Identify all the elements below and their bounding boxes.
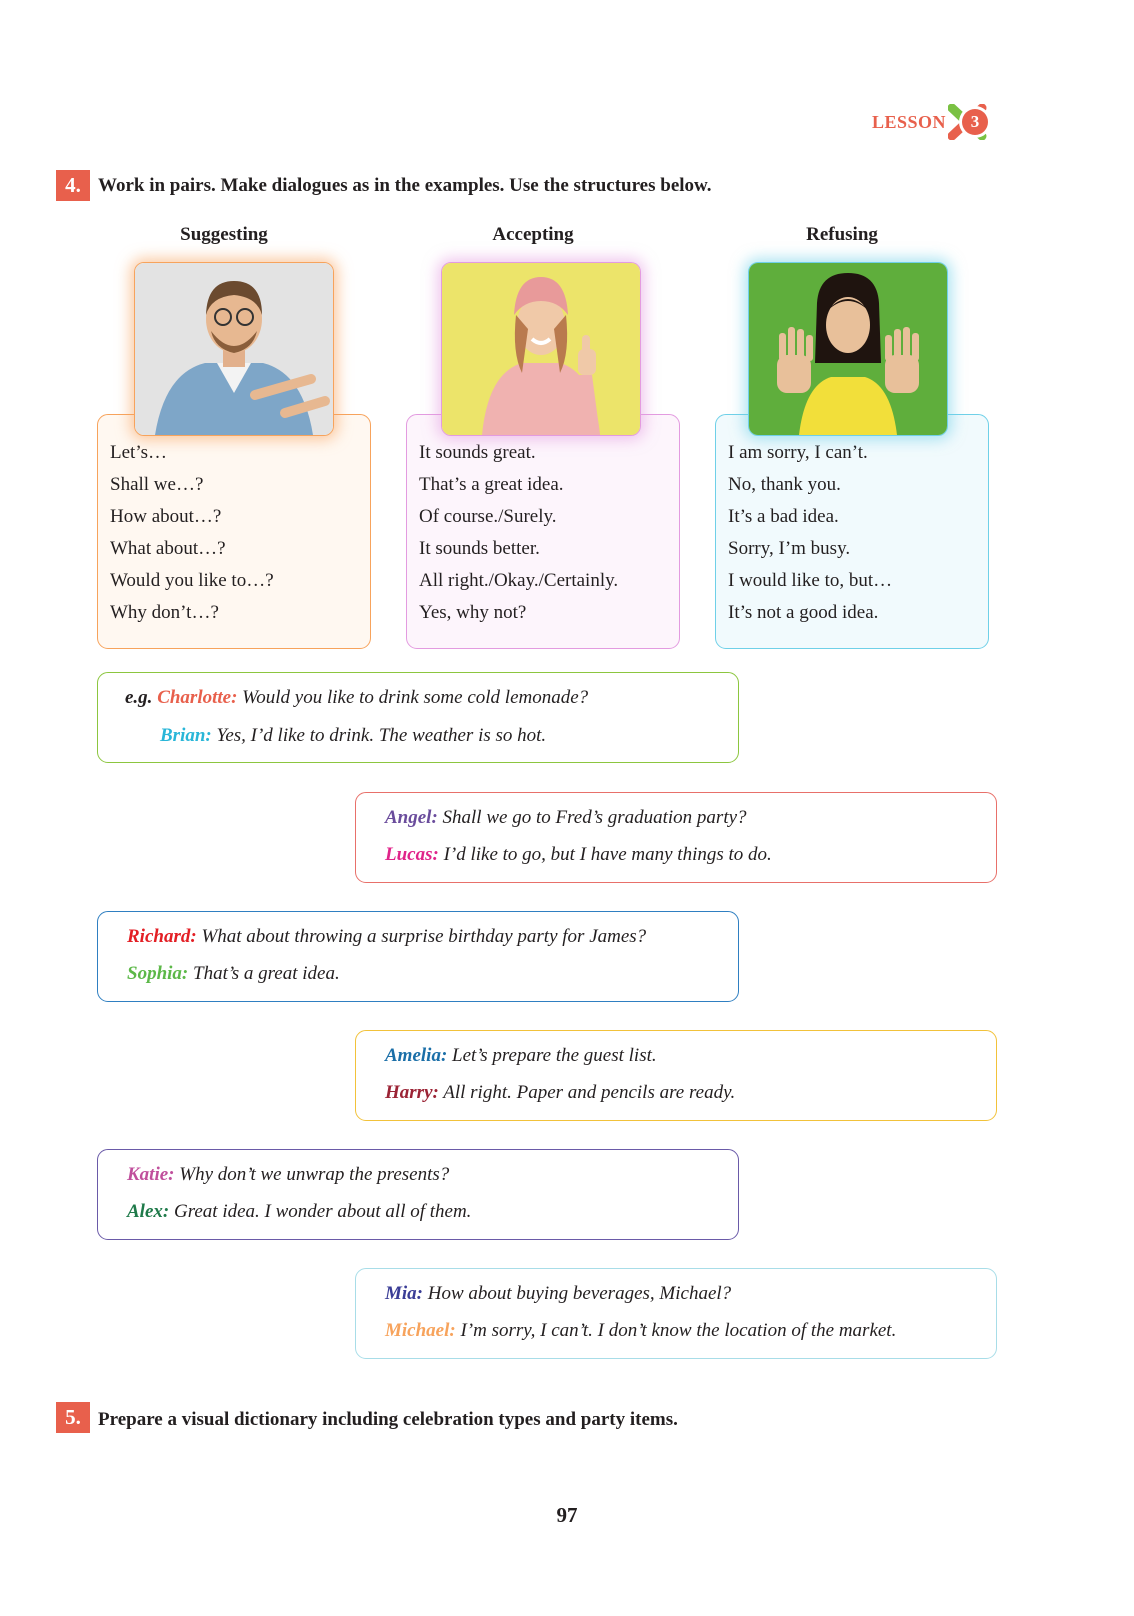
dialogue-box xyxy=(355,792,997,883)
dialogue-box xyxy=(355,1268,997,1359)
dialogue-text: Let’s prepare the guest list. xyxy=(447,1045,657,1066)
lesson-label: LESSON xyxy=(872,112,947,132)
exercise-4-number: 4. xyxy=(56,170,90,201)
speaker-name: Angel: xyxy=(385,807,438,828)
dialogue-line xyxy=(127,926,646,948)
dialogue-text: Great idea. I wonder about all of them. xyxy=(169,1201,472,1222)
man-pointing-photo xyxy=(134,262,334,436)
dialogue-text: Shall we go to Fred’s graduation party? xyxy=(437,807,747,828)
dialogue-line xyxy=(385,1082,735,1104)
dialogue-line xyxy=(385,807,747,829)
dialogue-box xyxy=(97,911,739,1002)
dialogue-line xyxy=(385,1320,896,1342)
phrase-item: Why don’t…? xyxy=(110,602,219,623)
suggesting-phrase-box xyxy=(97,414,371,649)
dialogue-text: What about throwing a surprise birthday party for James? xyxy=(196,926,647,947)
woman-refusing-photo xyxy=(748,262,948,436)
dialogue-text: Would you like to drink some cold lemonade? xyxy=(237,687,589,708)
example-prefix: e.g. xyxy=(125,687,153,708)
dialogue-line xyxy=(385,1045,657,1067)
phrase-item: Shall we…? xyxy=(110,474,204,495)
phrase-item: Of course./Surely. xyxy=(419,506,557,527)
accepting-phrase-list xyxy=(419,437,618,629)
exercise-5-instruction: Prepare a visual dictionary including celebration types and party items. xyxy=(98,1409,678,1430)
phrase-item: All right./Okay./Certainly. xyxy=(419,570,619,591)
phrase-item: What about…? xyxy=(110,538,226,559)
speaker-name: Michael: xyxy=(385,1320,456,1341)
dialogue-line xyxy=(160,725,546,747)
dialogue-text: Yes, I’d like to drink. The weather is so hot. xyxy=(211,725,547,746)
phrase-item: It’s not a good idea. xyxy=(728,602,879,623)
exercise-4-instruction: Work in pairs. Make dialogues as in the examples. Use the structures below. xyxy=(98,175,712,196)
column-heading-refusing: Refusing xyxy=(806,224,878,245)
dialogue-text: How about buying beverages, Michael? xyxy=(423,1283,732,1304)
dialogue-text: I’m sorry, I can’t. I don’t know the location of the market. xyxy=(455,1320,897,1341)
refusing-phrase-box xyxy=(715,414,989,649)
speaker-name: Charlotte: xyxy=(157,687,238,708)
page-number: 97 xyxy=(556,1503,578,1527)
dialogue-line xyxy=(385,1283,731,1305)
phrase-item: Would you like to…? xyxy=(110,570,274,591)
phrase-item: How about…? xyxy=(110,506,222,527)
phrase-item: Yes, why not? xyxy=(419,602,527,623)
speaker-name: Lucas: xyxy=(385,844,439,865)
dialogue-text: Why don’t we unwrap the presents? xyxy=(174,1164,450,1185)
phrase-item: I am sorry, I can’t. xyxy=(728,442,868,463)
phrase-item: It sounds better. xyxy=(419,538,540,559)
column-heading-suggesting: Suggesting xyxy=(180,224,268,245)
exercise-5-number: 5. xyxy=(56,1402,90,1433)
speaker-name: Amelia: xyxy=(385,1045,448,1066)
speaker-name: Sophia: xyxy=(127,963,189,984)
speaker-name: Brian: xyxy=(160,725,212,746)
dialogue-text: I’d like to go, but I have many things to do. xyxy=(438,844,772,865)
dialogue-line xyxy=(125,687,588,709)
dialogue-line xyxy=(127,1164,449,1186)
speaker-name: Mia: xyxy=(385,1283,423,1304)
lesson-number: 3 xyxy=(962,109,988,135)
speaker-name: Alex: xyxy=(127,1201,170,1222)
refusing-phrase-list xyxy=(728,437,892,629)
phrase-item: It sounds great. xyxy=(419,442,536,463)
suggesting-phrase-list xyxy=(110,437,274,629)
phrase-item: I would like to, but… xyxy=(728,570,893,591)
dialogue-box xyxy=(97,1149,739,1240)
phrase-item: Sorry, I’m busy. xyxy=(728,538,851,559)
dialogue-line xyxy=(385,844,772,866)
dialogue-line xyxy=(127,1201,471,1223)
dialogue-text: That’s a great idea. xyxy=(188,963,340,984)
dialogue-text: All right. Paper and pencils are ready. xyxy=(438,1082,736,1103)
dialogue-box xyxy=(355,1030,997,1121)
phrase-item: It’s a bad idea. xyxy=(728,506,839,527)
phrase-item: That’s a great idea. xyxy=(419,474,564,495)
dialogue-line xyxy=(127,963,340,985)
dialogue-box xyxy=(97,672,739,763)
speaker-name: Katie: xyxy=(127,1164,175,1185)
lesson-badge xyxy=(872,104,1002,140)
speaker-name: Richard: xyxy=(127,926,197,947)
speaker-name: Harry: xyxy=(385,1082,439,1103)
phrase-item: No, thank you. xyxy=(728,474,841,495)
accepting-phrase-box xyxy=(406,414,680,649)
woman-thumbs-up-photo xyxy=(441,262,641,436)
phrase-item: Let’s… xyxy=(110,442,167,463)
column-heading-accepting: Accepting xyxy=(492,224,574,245)
